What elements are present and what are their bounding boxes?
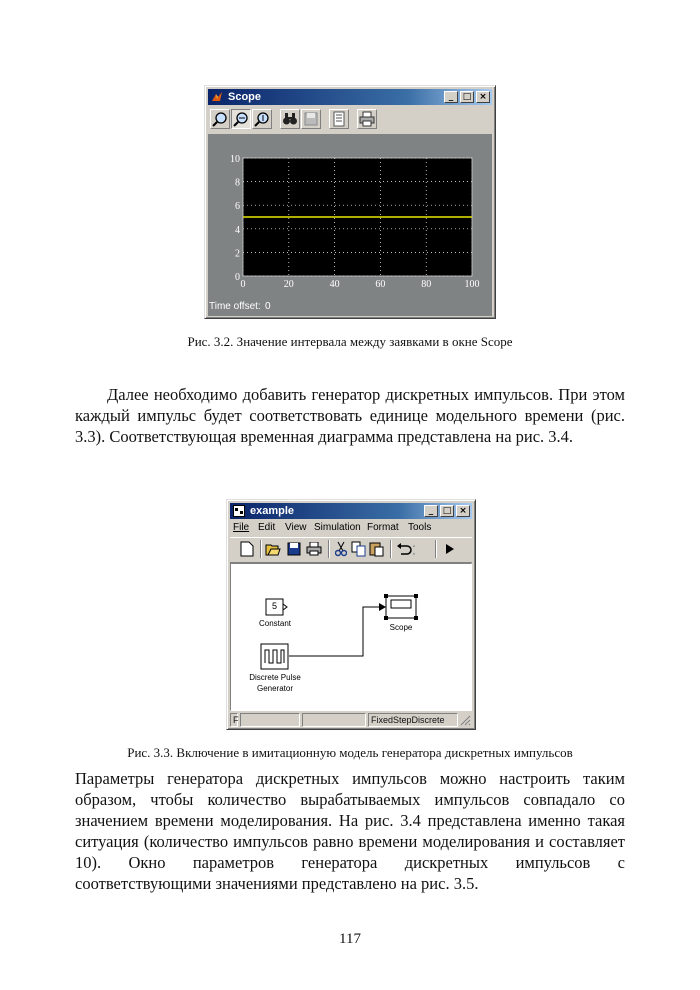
constant-label: Constant — [258, 619, 292, 628]
zoom-y-icon — [254, 111, 270, 127]
y-tick-label: 0 — [235, 272, 240, 283]
page-number: 117 — [339, 931, 361, 947]
paragraph-line: 3.3). Соответствующая временная диаграмма представлена на рис. 3.4. — [75, 427, 574, 446]
pulse-generator-label-line-1: Discrete Pulse — [249, 673, 301, 682]
print-button[interactable] — [357, 109, 377, 129]
resize-grip-icon[interactable] — [460, 715, 471, 726]
save-axes-icon — [303, 111, 319, 127]
example-window — [226, 499, 476, 730]
signal-arrowhead — [379, 603, 386, 611]
scope-window — [204, 85, 496, 319]
constant-value: 5 — [271, 601, 277, 611]
scope-toolbar — [208, 108, 492, 132]
status-cell — [240, 713, 300, 727]
menu-tools[interactable]: Tools — [408, 522, 432, 533]
menu-simulation[interactable]: Simulation — [314, 522, 361, 533]
paragraph-line: соответствующими значениями представлено на рис. 3.5. — [75, 874, 479, 893]
zoom-x-button[interactable] — [231, 109, 251, 129]
cut-icon[interactable] — [335, 541, 347, 557]
open-icon[interactable] — [265, 542, 281, 556]
paragraph-line: ситуация (количество импульсов равно времени моделирования и составляет — [75, 832, 625, 851]
zoom-y-button[interactable] — [252, 109, 272, 129]
scope-block-label: Scope — [389, 623, 413, 632]
menu-edit[interactable]: Edit — [258, 522, 276, 533]
menu-bar — [230, 520, 472, 536]
model-toolbar — [230, 537, 472, 563]
constant-output-port — [283, 604, 287, 610]
toolbar-separator — [435, 540, 437, 558]
undo-icon[interactable] — [396, 542, 412, 556]
save-axes-button[interactable] — [301, 109, 321, 129]
paragraph-2 — [75, 768, 625, 894]
paste-icon[interactable] — [369, 541, 385, 557]
parameters-button[interactable] — [329, 109, 349, 129]
print-icon[interactable] — [306, 542, 322, 556]
model-canvas[interactable] — [230, 563, 472, 711]
paragraph-line: образом, чтобы количество вырабатываемых импульсов совпадало со — [75, 790, 625, 809]
status-cell — [302, 713, 366, 727]
x-tick-label: 20 — [283, 279, 294, 290]
x-tick-label: 100 — [464, 279, 480, 290]
x-tick-label: 0 — [240, 279, 246, 290]
example-title: example — [250, 505, 295, 517]
scope-title-bar[interactable] — [208, 89, 492, 105]
save-icon[interactable] — [287, 542, 301, 556]
scope-title: Scope — [228, 91, 262, 103]
status-left: F — [230, 713, 238, 727]
paragraph-line: Параметры генератора дискретных импульсов можно настроить таким — [75, 769, 625, 788]
status-solver: FixedStepDiscrete — [368, 713, 458, 727]
paragraph-line: каждый импульс будет соответствовать единице модельного времени (рис. — [75, 406, 625, 425]
figure-caption-3-2: Рис. 3.2. Значение интервала между заявками в окне Scope — [187, 334, 513, 349]
paragraph-line: 10). Окно параметров генератора дискретных импульсов с — [75, 853, 625, 872]
x-tick-label: 60 — [375, 279, 386, 290]
autoscale-button[interactable] — [280, 109, 300, 129]
figure-caption-3-3: Рис. 3.3. Включение в имитационную модель генератора дискретных импульсов — [127, 745, 573, 760]
y-tick-label: 2 — [235, 248, 240, 260]
menu-format[interactable]: Format — [367, 522, 399, 533]
scope-block-screen — [391, 600, 411, 608]
scope-chart[interactable] — [208, 134, 492, 316]
signal-line — [289, 607, 379, 656]
copy-icon[interactable] — [351, 541, 367, 557]
close-button[interactable]: × — [456, 505, 470, 517]
minimize-button[interactable]: _ — [444, 91, 458, 103]
autoscale-icon — [282, 111, 298, 127]
time-offset-value: 0 — [265, 301, 271, 312]
maximize-button[interactable]: □ — [460, 91, 474, 103]
y-tick-label: 10 — [230, 154, 240, 165]
menu-view[interactable]: View — [285, 522, 307, 533]
paragraph-line: Далее необходимо добавить генератор дискретных импульсов. При этом — [107, 385, 625, 404]
maximize-button[interactable]: □ — [440, 505, 454, 517]
zoom-button[interactable] — [210, 109, 230, 129]
run-icon[interactable] — [445, 543, 455, 555]
zoom-x-icon — [233, 111, 249, 127]
toolbar-separator — [390, 540, 392, 558]
minimize-button[interactable]: _ — [424, 505, 438, 517]
status-bar — [230, 713, 472, 727]
paragraph-line: значением времени моделирования. На рис. 3.4 представлена именно такая — [75, 811, 625, 830]
new-icon[interactable] — [240, 541, 254, 557]
x-tick-label: 80 — [421, 279, 432, 290]
y-tick-label: 8 — [235, 177, 240, 189]
scope-plot-panel — [208, 134, 492, 316]
example-title-bar[interactable] — [230, 503, 472, 519]
toolbar-separator — [260, 540, 262, 558]
toolbar-separator — [328, 540, 330, 558]
paragraph-1 — [75, 384, 625, 447]
matlab-logo-icon — [211, 91, 223, 103]
close-button[interactable]: × — [476, 91, 490, 103]
print-icon — [359, 111, 375, 127]
menu-file[interactable]: File — [233, 522, 250, 533]
y-tick-label: 4 — [235, 224, 240, 236]
redo-icon[interactable] — [413, 542, 421, 556]
y-tick-label: 6 — [235, 201, 240, 213]
simulink-model-icon — [233, 505, 245, 517]
x-tick-label: 40 — [329, 279, 340, 290]
time-offset-label: Time offset: — [209, 301, 261, 312]
pulse-generator-label-line-2: Generator — [256, 684, 294, 693]
zoom-icon — [212, 111, 228, 127]
parameters-icon — [331, 111, 347, 127]
